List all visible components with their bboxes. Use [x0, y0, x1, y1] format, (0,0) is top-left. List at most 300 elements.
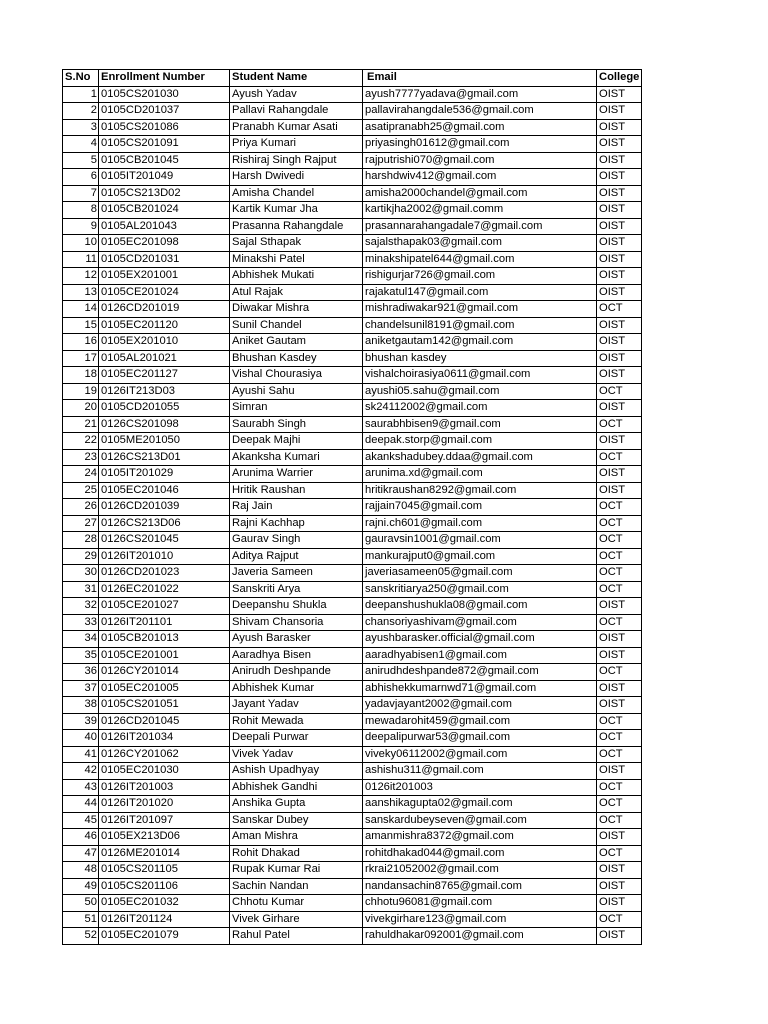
email-cell: deepak.storp@gmail.com [363, 433, 597, 450]
student-name-cell: Ayushi Sahu [230, 383, 363, 400]
sno-cell: 42 [63, 763, 99, 780]
college-cell: OCT [597, 449, 642, 466]
sno-cell: 27 [63, 515, 99, 532]
college-cell: OIST [597, 268, 642, 285]
enrollment-cell: 0105CE201027 [99, 598, 230, 615]
table-row [63, 317, 642, 334]
table-row [63, 185, 642, 202]
student-name-cell: Arunima Warrier [230, 466, 363, 483]
college-cell: OIST [597, 334, 642, 351]
college-cell: OIST [597, 152, 642, 169]
table-row [63, 235, 642, 252]
enrollment-cell: 0105CB201045 [99, 152, 230, 169]
enrollment-cell: 0126CD201023 [99, 565, 230, 582]
college-cell: OIST [597, 482, 642, 499]
enrollment-cell: 0105EC201046 [99, 482, 230, 499]
enrollment-cell: 0105EC201098 [99, 235, 230, 252]
college-cell: OCT [597, 416, 642, 433]
table-row [63, 680, 642, 697]
enrollment-cell: 0126CY201062 [99, 746, 230, 763]
table-row [63, 449, 642, 466]
sno-cell: 18 [63, 367, 99, 384]
table-row [63, 515, 642, 532]
enrollment-cell: 0105CS201106 [99, 878, 230, 895]
enrollment-cell: 0126CD201019 [99, 301, 230, 318]
table-row [63, 86, 642, 103]
college-cell: OIST [597, 367, 642, 384]
student-name-cell: Hritik Raushan [230, 482, 363, 499]
sno-cell: 50 [63, 895, 99, 912]
email-cell: aaradhyabisen1@gmail.com [363, 647, 597, 664]
enrollment-cell: 0105EC201127 [99, 367, 230, 384]
college-cell: OCT [597, 911, 642, 928]
college-cell: OIST [597, 862, 642, 879]
enrollment-cell: 0105AL201021 [99, 350, 230, 367]
email-cell: arunima.xd@gmail.com [363, 466, 597, 483]
enrollment-cell: 0126CS213D06 [99, 515, 230, 532]
student-name-cell: Abhishek Gandhi [230, 779, 363, 796]
table-row [63, 548, 642, 565]
college-cell: OCT [597, 581, 642, 598]
enrollment-cell: 0105EC201079 [99, 928, 230, 945]
header-sno: S.No [63, 70, 99, 87]
email-cell: minakshipatel644@gmail.com [363, 251, 597, 268]
college-cell: OCT [597, 548, 642, 565]
table-row [63, 416, 642, 433]
sno-cell: 23 [63, 449, 99, 466]
sno-cell: 14 [63, 301, 99, 318]
sno-cell: 11 [63, 251, 99, 268]
sno-cell: 2 [63, 103, 99, 120]
enrollment-cell: 0126ME201014 [99, 845, 230, 862]
table-body [63, 86, 642, 944]
sno-cell: 46 [63, 829, 99, 846]
table-row [63, 697, 642, 714]
email-cell: ayushbarasker.official@gmail.com [363, 631, 597, 648]
student-name-cell: Pranabh Kumar Asati [230, 119, 363, 136]
email-cell: deepanshushukla08@gmail.com [363, 598, 597, 615]
email-cell: chhotu96081@gmail.com [363, 895, 597, 912]
table-row [63, 400, 642, 417]
student-name-cell: Rahul Patel [230, 928, 363, 945]
student-name-cell: Anshika Gupta [230, 796, 363, 813]
table-row [63, 268, 642, 285]
header-email: Email [363, 70, 597, 87]
sno-cell: 37 [63, 680, 99, 697]
sno-cell: 38 [63, 697, 99, 714]
email-cell: rkrai21052002@gmail.com [363, 862, 597, 879]
email-cell: abhishekkumarnwd71@gmail.com [363, 680, 597, 697]
college-cell: OCT [597, 746, 642, 763]
email-cell: deepalipurwar53@gmail.com [363, 730, 597, 747]
email-cell: gauravsin1001@gmail.com [363, 532, 597, 549]
header-student-name: Student Name [230, 70, 363, 87]
student-name-cell: Rishiraj Singh Rajput [230, 152, 363, 169]
enrollment-cell: 0126IT201010 [99, 548, 230, 565]
student-name-cell: Ayush Barasker [230, 631, 363, 648]
college-cell: OIST [597, 350, 642, 367]
sno-cell: 3 [63, 119, 99, 136]
student-name-cell: Saurabh Singh [230, 416, 363, 433]
college-cell: OIST [597, 697, 642, 714]
sno-cell: 51 [63, 911, 99, 928]
email-cell: aanshikagupta02@gmail.com [363, 796, 597, 813]
email-cell: vishalchoirasiya0611@gmail.com [363, 367, 597, 384]
email-cell: chandelsunil8191@gmail.com [363, 317, 597, 334]
enrollment-cell: 0105CS201091 [99, 136, 230, 153]
email-cell: aniketgautam142@gmail.com [363, 334, 597, 351]
email-cell: saurabhbisen9@gmail.com [363, 416, 597, 433]
header-enrollment: Enrollment Number [99, 70, 230, 87]
table-row [63, 895, 642, 912]
email-cell: rahuldhakar092001@gmail.com [363, 928, 597, 945]
enrollment-cell: 0126CS201098 [99, 416, 230, 433]
college-cell: OCT [597, 614, 642, 631]
student-name-cell: Atul Rajak [230, 284, 363, 301]
student-name-cell: Rohit Mewada [230, 713, 363, 730]
college-cell: OIST [597, 631, 642, 648]
college-cell: OCT [597, 532, 642, 549]
sno-cell: 12 [63, 268, 99, 285]
sno-cell: 29 [63, 548, 99, 565]
email-cell: harshdwiv412@gmail.com [363, 169, 597, 186]
enrollment-cell: 0105EC201032 [99, 895, 230, 912]
enrollment-cell: 0126CY201014 [99, 664, 230, 681]
college-cell: OIST [597, 763, 642, 780]
enrollment-cell: 0105EX201001 [99, 268, 230, 285]
college-cell: OIST [597, 218, 642, 235]
student-table [62, 69, 642, 945]
sno-cell: 32 [63, 598, 99, 615]
enrollment-cell: 0105AL201043 [99, 218, 230, 235]
sno-cell: 24 [63, 466, 99, 483]
student-name-cell: Ashish Upadhyay [230, 763, 363, 780]
table-row [63, 136, 642, 153]
student-name-cell: Javeria Sameen [230, 565, 363, 582]
email-cell: mishradiwakar921@gmail.com [363, 301, 597, 318]
table-row [63, 169, 642, 186]
email-cell: kartikjha2002@gmail.comm [363, 202, 597, 219]
student-name-cell: Aniket Gautam [230, 334, 363, 351]
table-row [63, 928, 642, 945]
student-name-cell: Deepali Purwar [230, 730, 363, 747]
email-cell: sanskardubeyseven@gmail.com [363, 812, 597, 829]
table-row [63, 565, 642, 582]
enrollment-cell: 0126EC201022 [99, 581, 230, 598]
enrollment-cell: 0126IT201101 [99, 614, 230, 631]
table-row [63, 284, 642, 301]
email-cell: mewadarohit459@gmail.com [363, 713, 597, 730]
student-name-cell: Rohit Dhakad [230, 845, 363, 862]
sno-cell: 45 [63, 812, 99, 829]
student-name-cell: Ayush Yadav [230, 86, 363, 103]
sno-cell: 10 [63, 235, 99, 252]
table-row [63, 631, 642, 648]
college-cell: OIST [597, 400, 642, 417]
enrollment-cell: 0126IT201034 [99, 730, 230, 747]
student-name-cell: Harsh Dwivedi [230, 169, 363, 186]
student-name-cell: Sanskriti Arya [230, 581, 363, 598]
email-cell: rajni.ch601@gmail.com [363, 515, 597, 532]
college-cell: OCT [597, 713, 642, 730]
college-cell: OIST [597, 251, 642, 268]
student-name-cell: Aditya Rajput [230, 548, 363, 565]
sno-cell: 48 [63, 862, 99, 879]
table-row [63, 796, 642, 813]
college-cell: OIST [597, 317, 642, 334]
college-cell: OIST [597, 86, 642, 103]
college-cell: OIST [597, 119, 642, 136]
college-cell: OIST [597, 895, 642, 912]
college-cell: OCT [597, 565, 642, 582]
student-name-cell: Amisha Chandel [230, 185, 363, 202]
sno-cell: 7 [63, 185, 99, 202]
college-cell: OIST [597, 598, 642, 615]
enrollment-cell: 0105EC201030 [99, 763, 230, 780]
email-cell: priyasingh01612@gmail.com [363, 136, 597, 153]
table-row [63, 532, 642, 549]
enrollment-cell: 0126IT201020 [99, 796, 230, 813]
email-cell: prasannarahangadale7@gmail.com [363, 218, 597, 235]
college-cell: OIST [597, 185, 642, 202]
table-row [63, 746, 642, 763]
email-cell: sk24112002@gmail.com [363, 400, 597, 417]
email-cell: ashishu311@gmail.com [363, 763, 597, 780]
table-row [63, 251, 642, 268]
table-row [63, 119, 642, 136]
table-row [63, 713, 642, 730]
student-name-cell: Kartik Kumar Jha [230, 202, 363, 219]
enrollment-cell: 0105CS201030 [99, 86, 230, 103]
email-cell: 0126it201003 [363, 779, 597, 796]
college-cell: OIST [597, 103, 642, 120]
student-name-cell: Vivek Yadav [230, 746, 363, 763]
student-name-cell: Gaurav Singh [230, 532, 363, 549]
enrollment-cell: 0126CD201045 [99, 713, 230, 730]
email-cell: pallavirahangdale536@gmail.com [363, 103, 597, 120]
email-cell: yadavjayant2002@gmail.com [363, 697, 597, 714]
college-cell: OCT [597, 779, 642, 796]
sno-cell: 28 [63, 532, 99, 549]
college-cell: OIST [597, 433, 642, 450]
enrollment-cell: 0105EC201120 [99, 317, 230, 334]
table-row [63, 614, 642, 631]
email-cell: rohitdhakad044@gmail.com [363, 845, 597, 862]
enrollment-cell: 0105CD201037 [99, 103, 230, 120]
table-row [63, 202, 642, 219]
email-cell: bhushan kasdey [363, 350, 597, 367]
enrollment-cell: 0105CS201086 [99, 119, 230, 136]
email-cell: akankshadubey.ddaa@gmail.com [363, 449, 597, 466]
enrollment-cell: 0105EC201005 [99, 680, 230, 697]
enrollment-cell: 0105CD201055 [99, 400, 230, 417]
student-name-cell: Prasanna Rahangdale [230, 218, 363, 235]
table-row [63, 911, 642, 928]
table-row [63, 878, 642, 895]
college-cell: OIST [597, 136, 642, 153]
sno-cell: 43 [63, 779, 99, 796]
student-name-cell: Deepak Majhi [230, 433, 363, 450]
enrollment-cell: 0105EX201010 [99, 334, 230, 351]
college-cell: OIST [597, 466, 642, 483]
student-name-cell: Akanksha Kumari [230, 449, 363, 466]
email-cell: amanmishra8372@gmail.com [363, 829, 597, 846]
college-cell: OIST [597, 647, 642, 664]
student-name-cell: Priya Kumari [230, 136, 363, 153]
sno-cell: 41 [63, 746, 99, 763]
sno-cell: 36 [63, 664, 99, 681]
email-cell: nandansachin8765@gmail.com [363, 878, 597, 895]
table-row [63, 218, 642, 235]
email-cell: sajalsthapak03@gmail.com [363, 235, 597, 252]
email-cell: sanskritiarya250@gmail.com [363, 581, 597, 598]
enrollment-cell: 0105CS201051 [99, 697, 230, 714]
student-name-cell: Vishal Chourasiya [230, 367, 363, 384]
college-cell: OIST [597, 235, 642, 252]
enrollment-cell: 0105CB201013 [99, 631, 230, 648]
sno-cell: 5 [63, 152, 99, 169]
sno-cell: 30 [63, 565, 99, 582]
email-cell: amisha2000chandel@gmail.com [363, 185, 597, 202]
sno-cell: 19 [63, 383, 99, 400]
student-name-cell: Jayant Yadav [230, 697, 363, 714]
college-cell: OCT [597, 730, 642, 747]
college-cell: OCT [597, 664, 642, 681]
college-cell: OCT [597, 812, 642, 829]
table-row [63, 812, 642, 829]
enrollment-cell: 0126CD201039 [99, 499, 230, 516]
student-name-cell: Raj Jain [230, 499, 363, 516]
sno-cell: 26 [63, 499, 99, 516]
email-cell: anirudhdeshpande872@gmail.com [363, 664, 597, 681]
email-cell: asatipranabh25@gmail.com [363, 119, 597, 136]
sno-cell: 31 [63, 581, 99, 598]
email-cell: rishigurjar726@gmail.com [363, 268, 597, 285]
college-cell: OCT [597, 796, 642, 813]
college-cell: OCT [597, 515, 642, 532]
sno-cell: 1 [63, 86, 99, 103]
email-cell: viveky06112002@gmail.com [363, 746, 597, 763]
student-name-cell: Sajal Sthapak [230, 235, 363, 252]
email-cell: hritikraushan8292@gmail.com [363, 482, 597, 499]
header-college: College [597, 70, 642, 87]
student-name-cell: Minakshi Patel [230, 251, 363, 268]
table-row [63, 779, 642, 796]
sno-cell: 40 [63, 730, 99, 747]
enrollment-cell: 0126IT201003 [99, 779, 230, 796]
enrollment-cell: 0105CS201105 [99, 862, 230, 879]
table-row [63, 301, 642, 318]
sno-cell: 21 [63, 416, 99, 433]
sno-cell: 25 [63, 482, 99, 499]
table-row [63, 466, 642, 483]
table-row [63, 598, 642, 615]
enrollment-cell: 0105IT201029 [99, 466, 230, 483]
table-row [63, 845, 642, 862]
enrollment-cell: 0126CS201045 [99, 532, 230, 549]
enrollment-cell: 0105ME201050 [99, 433, 230, 450]
sno-cell: 4 [63, 136, 99, 153]
table-row [63, 350, 642, 367]
student-name-cell: Aman Mishra [230, 829, 363, 846]
student-name-cell: Bhushan Kasdey [230, 350, 363, 367]
sno-cell: 13 [63, 284, 99, 301]
email-cell: javeriasameen05@gmail.com [363, 565, 597, 582]
college-cell: OCT [597, 499, 642, 516]
enrollment-cell: 0105CS213D02 [99, 185, 230, 202]
sno-cell: 35 [63, 647, 99, 664]
college-cell: OIST [597, 169, 642, 186]
college-cell: OIST [597, 680, 642, 697]
sno-cell: 52 [63, 928, 99, 945]
table-row [63, 334, 642, 351]
table-row [63, 581, 642, 598]
student-name-cell: Anirudh Deshpande [230, 664, 363, 681]
student-name-cell: Diwakar Mishra [230, 301, 363, 318]
enrollment-cell: 0105CD201031 [99, 251, 230, 268]
student-name-cell: Sanskar Dubey [230, 812, 363, 829]
college-cell: OIST [597, 284, 642, 301]
sno-cell: 9 [63, 218, 99, 235]
table-row [63, 152, 642, 169]
table-row [63, 433, 642, 450]
sno-cell: 16 [63, 334, 99, 351]
table-row [63, 367, 642, 384]
student-name-cell: Abhishek Kumar [230, 680, 363, 697]
sno-cell: 49 [63, 878, 99, 895]
student-name-cell: Simran [230, 400, 363, 417]
college-cell: OIST [597, 202, 642, 219]
table-row [63, 499, 642, 516]
table-row [63, 862, 642, 879]
sno-cell: 22 [63, 433, 99, 450]
table-row [63, 763, 642, 780]
sno-cell: 33 [63, 614, 99, 631]
table-row [63, 103, 642, 120]
enrollment-cell: 0105CE201024 [99, 284, 230, 301]
student-name-cell: Pallavi Rahangdale [230, 103, 363, 120]
sno-cell: 44 [63, 796, 99, 813]
enrollment-cell: 0126IT201097 [99, 812, 230, 829]
email-cell: mankurajput0@gmail.com [363, 548, 597, 565]
student-name-cell: Rajni Kachhap [230, 515, 363, 532]
enrollment-cell: 0105CB201024 [99, 202, 230, 219]
student-name-cell: Chhotu Kumar [230, 895, 363, 912]
college-cell: OIST [597, 829, 642, 846]
enrollment-cell: 0105EX213D06 [99, 829, 230, 846]
sno-cell: 47 [63, 845, 99, 862]
table-row [63, 383, 642, 400]
sno-cell: 6 [63, 169, 99, 186]
college-cell: OCT [597, 845, 642, 862]
student-name-cell: Aaradhya Bisen [230, 647, 363, 664]
sno-cell: 20 [63, 400, 99, 417]
email-cell: ayushi05.sahu@gmail.com [363, 383, 597, 400]
sno-cell: 34 [63, 631, 99, 648]
table-row [63, 647, 642, 664]
table-row [63, 730, 642, 747]
student-name-cell: Abhishek Mukati [230, 268, 363, 285]
student-name-cell: Sachin Nandan [230, 878, 363, 895]
sno-cell: 15 [63, 317, 99, 334]
sno-cell: 39 [63, 713, 99, 730]
table-row [63, 482, 642, 499]
student-name-cell: Deepanshu Shukla [230, 598, 363, 615]
enrollment-cell: 0126IT201124 [99, 911, 230, 928]
student-name-cell: Vivek Girhare [230, 911, 363, 928]
student-name-cell: Rupak Kumar Rai [230, 862, 363, 879]
email-cell: ayush7777yadava@gmail.com [363, 86, 597, 103]
